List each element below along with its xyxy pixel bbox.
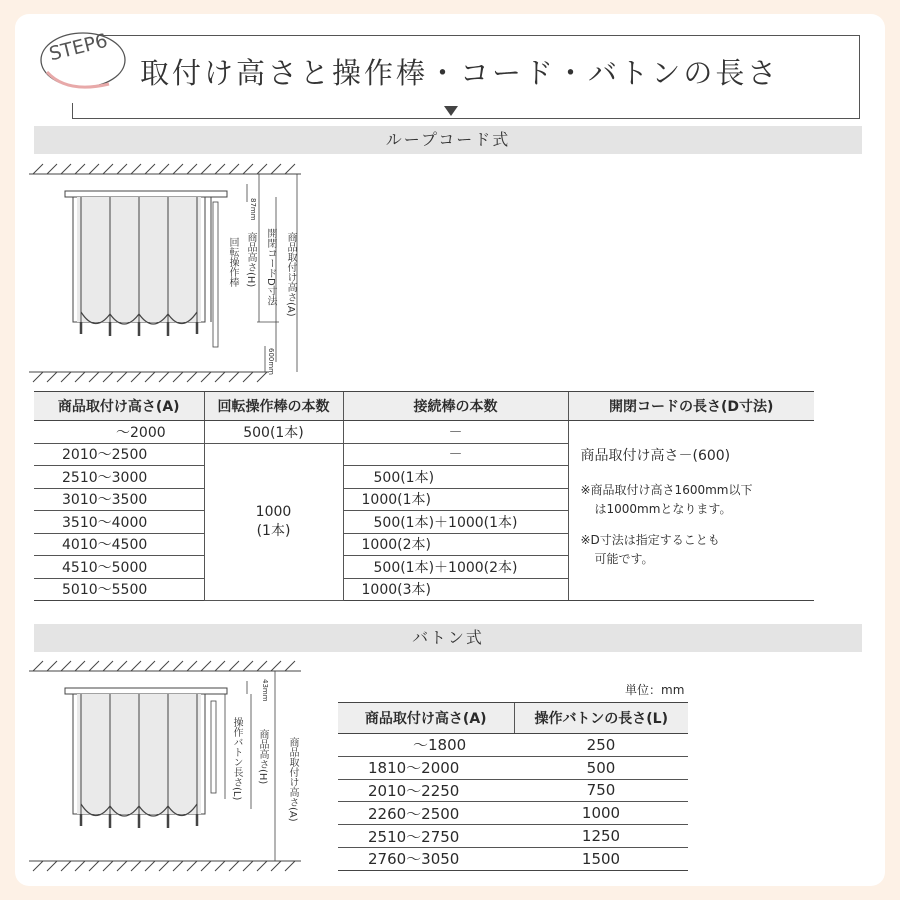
header-baton-length: 操作バトンの長さ(L)	[514, 703, 688, 734]
cell-height: 2010～2500	[34, 443, 204, 466]
cord-length-note-cell	[568, 421, 814, 601]
rod-label: 回転操作棒	[227, 237, 238, 287]
table-row	[338, 802, 688, 825]
baton-diagram	[29, 659, 319, 874]
cell-connector: 500(1本)	[343, 466, 568, 489]
cell-length: 1250	[514, 825, 688, 848]
rod-merged-line-2: (1本)	[256, 522, 291, 539]
page-title: 取付け高さと操作棒・コード・バトンの長さ	[140, 56, 780, 90]
cell-length: 1500	[514, 847, 688, 870]
product-height-label: 商品高さ(H)	[245, 232, 256, 288]
cell-height: 5010～5500	[34, 578, 204, 601]
table-row	[338, 756, 688, 779]
cell-height: 2010～2250	[338, 779, 514, 802]
mount-height-label: 商品取付け高さ(A)	[285, 232, 296, 317]
table-header-row	[338, 703, 688, 734]
cord-length-label: 開閉コードD寸法	[265, 228, 276, 306]
page-card	[15, 14, 885, 886]
cell-height: 3510～4000	[34, 511, 204, 534]
cell-rod: 500(1本)	[204, 421, 343, 444]
cell-height: 4010～4500	[34, 533, 204, 556]
baton-section-title: バトン式	[34, 624, 862, 652]
cell-connector: 500(1本)＋1000(2本)	[343, 556, 568, 579]
note-2-line-1: ※D寸法は指定することも	[580, 533, 720, 547]
note-1-line-1: ※商品取付け高さ1600mm以下	[580, 483, 753, 497]
unit-label: 単位：mm	[625, 683, 685, 697]
cell-connector: 1000(1本)	[343, 488, 568, 511]
header-mount-height: 商品取付け高さ(A)	[34, 392, 204, 421]
baton-length-label: 操作バトン長さ(L)	[231, 717, 242, 801]
cell-height: 2260～2500	[338, 802, 514, 825]
table-header-row	[34, 392, 814, 421]
cell-connector: －	[343, 421, 568, 444]
cell-height: 3010～3500	[34, 488, 204, 511]
loop-cord-table	[34, 391, 814, 601]
header-mount-height: 商品取付け高さ(A)	[338, 703, 514, 734]
cell-height: 2760～3050	[338, 847, 514, 870]
baton-table	[338, 702, 688, 871]
title-frame-bottom	[72, 103, 860, 119]
cell-height: 4510～5000	[34, 556, 204, 579]
cord-length-formula: 商品取付け高さ－(600)	[580, 448, 731, 464]
table-row	[338, 734, 688, 757]
bottom-dimension-label: 600mm	[267, 348, 275, 375]
loop-cord-diagram	[29, 162, 319, 384]
top-dimension-label: 87mm	[249, 198, 257, 221]
down-arrow-icon	[444, 106, 458, 116]
note-1-line-2: は1000mmとなります。	[594, 502, 732, 516]
table-row	[338, 825, 688, 848]
cell-length: 750	[514, 779, 688, 802]
cell-height: 1810～2000	[338, 756, 514, 779]
cell-height: ～1800	[338, 734, 514, 757]
table-row	[338, 847, 688, 870]
header-cord-length: 開閉コードの長さ(D寸法)	[568, 392, 814, 421]
cell-connector: 1000(3本)	[343, 578, 568, 601]
loop-cord-section-title: ループコード式	[34, 126, 862, 154]
baton-top-dimension-label: 43mm	[261, 679, 269, 702]
rod-merged-cell	[204, 443, 343, 601]
cell-connector: －	[343, 443, 568, 466]
table-row	[34, 421, 814, 444]
cell-connector: 1000(2本)	[343, 533, 568, 556]
cell-height: 2510～2750	[338, 825, 514, 848]
step-badge-label: STEP6	[47, 29, 110, 66]
cell-connector: 500(1本)＋1000(1本)	[343, 511, 568, 534]
baton-product-height-label: 商品高さ(H)	[257, 729, 268, 785]
rod-merged-line-1: 1000	[255, 503, 292, 520]
cell-length: 1000	[514, 802, 688, 825]
header-connector-count: 接続棒の本数	[343, 392, 568, 421]
cell-height: ～2000	[34, 421, 204, 444]
table-row	[338, 779, 688, 802]
baton-mount-height-label: 商品取付け高さ(A)	[287, 737, 298, 822]
cell-length: 250	[514, 734, 688, 757]
cell-length: 500	[514, 756, 688, 779]
header-rod-count: 回転操作棒の本数	[204, 392, 343, 421]
cell-height: 2510～3000	[34, 466, 204, 489]
note-2-line-2: 可能です。	[594, 552, 654, 566]
